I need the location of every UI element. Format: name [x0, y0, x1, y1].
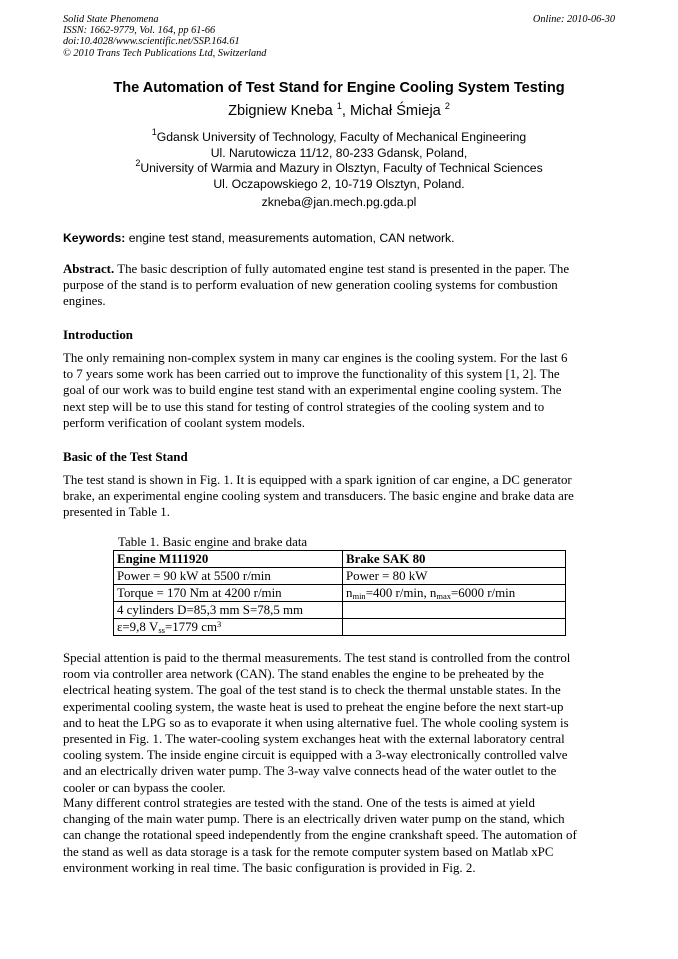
body-line: presented in Fig. 1. The water-cooling system exchanges heat with the external laboratory central	[63, 732, 565, 747]
abstract-line-2: purpose of the stand is to perform evaluation of new generation cooling systems for combustion	[63, 278, 558, 293]
affiliation-2-institution: University of Warmia and Mazury in Olsztyn, Faculty of Technical Sciences	[140, 161, 543, 176]
body-line: cooler or can bypass the cooler.	[63, 780, 226, 795]
compression-value: ε=9,8 V	[117, 619, 159, 634]
body-paragraph-1	[63, 650, 615, 796]
author-1-affiliation-mark: 1	[336, 101, 342, 111]
engine-header-cell: Engine M111920	[114, 551, 343, 568]
brake-header-cell: Brake SAK 80	[343, 551, 566, 568]
affiliation-2	[0, 158, 678, 177]
intro-line: next step will be to use this stand for testing of control strategies of the cooling system and to	[63, 399, 545, 414]
intro-line: perform verification of coolant system models.	[63, 415, 305, 430]
speed-max-value: =6000 r/min	[450, 585, 516, 600]
affiliations	[0, 127, 678, 192]
journal-header	[63, 14, 615, 59]
author-2: Michał Śmieja	[349, 103, 441, 119]
abstract-label: Abstract.	[63, 262, 115, 276]
intro-line: The only remaining non-complex system in many car engines is the cooling system. For the last 6	[63, 351, 568, 365]
basic-line: presented in Table 1.	[63, 505, 170, 520]
abstract-line-1-text: The basic description of fully automated engine test stand is presented in the paper. The	[114, 262, 570, 276]
table-row	[114, 602, 566, 619]
body-line: the stand as well as data storage is a task for the remote computer system based on Matlab xPC	[63, 844, 554, 859]
body-line: room via controller area network (CAN). The stand enables the engine to be preheated by the	[63, 667, 544, 682]
introduction-paragraph	[63, 350, 615, 431]
table-cell: 4 cylinders D=85,3 mm S=78,5 mm	[114, 602, 343, 619]
affiliation-2-mark: 2	[135, 158, 141, 169]
affiliation-1-mark: 1	[151, 127, 157, 137]
intro-line: goal of our work was to build engine test stand with an experimental engine cooling system. The	[63, 383, 562, 398]
table-cell: Power = 90 kW at 5500 r/min	[114, 568, 343, 585]
body-line: environment working in real time. The basic configuration is provided in Fig. 2.	[63, 860, 476, 875]
engine-brake-table	[113, 550, 566, 636]
speed-subscript: min	[352, 590, 366, 601]
body-line: and to heat the LPG so as to evaporate it when using alternative fuel. The whole cooling system is	[63, 715, 569, 730]
author-1: Zbigniew Kneba	[228, 103, 333, 119]
body-line: Special attention is paid to the thermal measurements. The test stand is controlled from the control	[63, 651, 571, 665]
basic-line: The test stand is shown in Fig. 1. It is equipped with a spark ignition of car engine, a DC generator	[63, 473, 572, 487]
affiliation-1-address: Ul. Narutowicza 11/12, 80-233 Gdansk, Poland,	[210, 145, 468, 160]
table-row	[114, 568, 566, 585]
paper-title: The Automation of Test Stand for Engine Cooling System Testing	[113, 80, 565, 96]
body-line: cooling system. The inside engine circuit is equipped with a 3-way electronically controlled valve	[63, 748, 568, 763]
table-caption: Table 1. Basic engine and brake data	[118, 535, 308, 549]
doi-line[interactable]: doi:10.4028/www.scientific.net/SSP.164.61	[63, 36, 240, 48]
basic-paragraph	[63, 472, 615, 521]
volume-value: =1779 cm	[164, 619, 217, 634]
affiliation-1	[0, 127, 678, 146]
copyright-line: © 2010 Trans Tech Publications Ltd, Switzerland	[63, 47, 267, 59]
speed-min-value: =400 r/min, n	[365, 585, 437, 600]
table-cell: Torque = 170 Nm at 4200 r/min	[114, 585, 343, 602]
speed-subscript: max	[436, 590, 451, 601]
keywords-label: Keywords:	[63, 231, 126, 245]
volume-superscript: 3	[216, 618, 222, 629]
author-2-affiliation-mark: 2	[444, 101, 450, 111]
body-line: electrical heating system. The goal of the test stand is to check the thermal unstable states. In the	[63, 683, 561, 698]
abstract-line-3: engines.	[63, 294, 106, 309]
body-line: and an electrically driven water pump. The 3-way valve connects head of the water outlet to the	[63, 764, 557, 779]
author-list	[0, 103, 678, 119]
affiliation-1-institution: Gdansk University of Technology, Faculty of Mechanical Engineering	[156, 130, 527, 144]
keywords	[63, 231, 455, 245]
basic-heading: Basic of the Test Stand	[63, 450, 188, 464]
contact-email[interactable]: zkneba@jan.mech.pg.gda.pl	[261, 195, 417, 209]
table-cell	[343, 585, 566, 602]
abstract	[63, 261, 615, 310]
table-cell	[343, 619, 566, 636]
affiliation-2-address: Ul. Oczapowskiego 2, 10-719 Olsztyn, Poland.	[213, 176, 465, 191]
basic-line: brake, an experimental engine cooling system and transducers. The basic engine and brake data are	[63, 489, 574, 504]
body-line: changing of the main water pump. There is an electrically driven water pump on the stand, which	[63, 812, 565, 827]
intro-line: to 7 years some work has been carried out to improve the functionality of this system [1, 2]. The	[63, 367, 560, 382]
speed-symbol: n	[346, 585, 353, 600]
abstract-line-1	[63, 261, 615, 277]
table-row	[114, 619, 566, 636]
table-cell: Power = 80 kW	[343, 568, 566, 585]
body-line: can change the rotational speed independently from the engine crankshaft speed. The automation of	[63, 828, 577, 843]
introduction-heading: Introduction	[63, 328, 133, 342]
issn-line: ISSN: 1662-9779, Vol. 164, pp 61-66	[63, 25, 216, 37]
keywords-text: engine test stand, measurements automation, CAN network.	[125, 231, 455, 245]
table-cell	[114, 619, 343, 636]
table-header-row	[114, 551, 566, 568]
journal-name: Solid State Phenomena	[63, 14, 159, 25]
body-line: experimental cooling system, the waste heat is used to preheat the engine before the next start-up	[63, 699, 564, 714]
body-paragraph-2	[63, 795, 615, 876]
online-date: Online: 2010-06-30	[532, 14, 615, 25]
author-separator: ,	[341, 103, 350, 119]
table-row	[114, 585, 566, 602]
table-cell	[343, 602, 566, 619]
volume-subscript: ss	[158, 624, 165, 635]
body-line: Many different control strategies are tested with the stand. One of the tests is aimed at yield	[63, 796, 535, 810]
